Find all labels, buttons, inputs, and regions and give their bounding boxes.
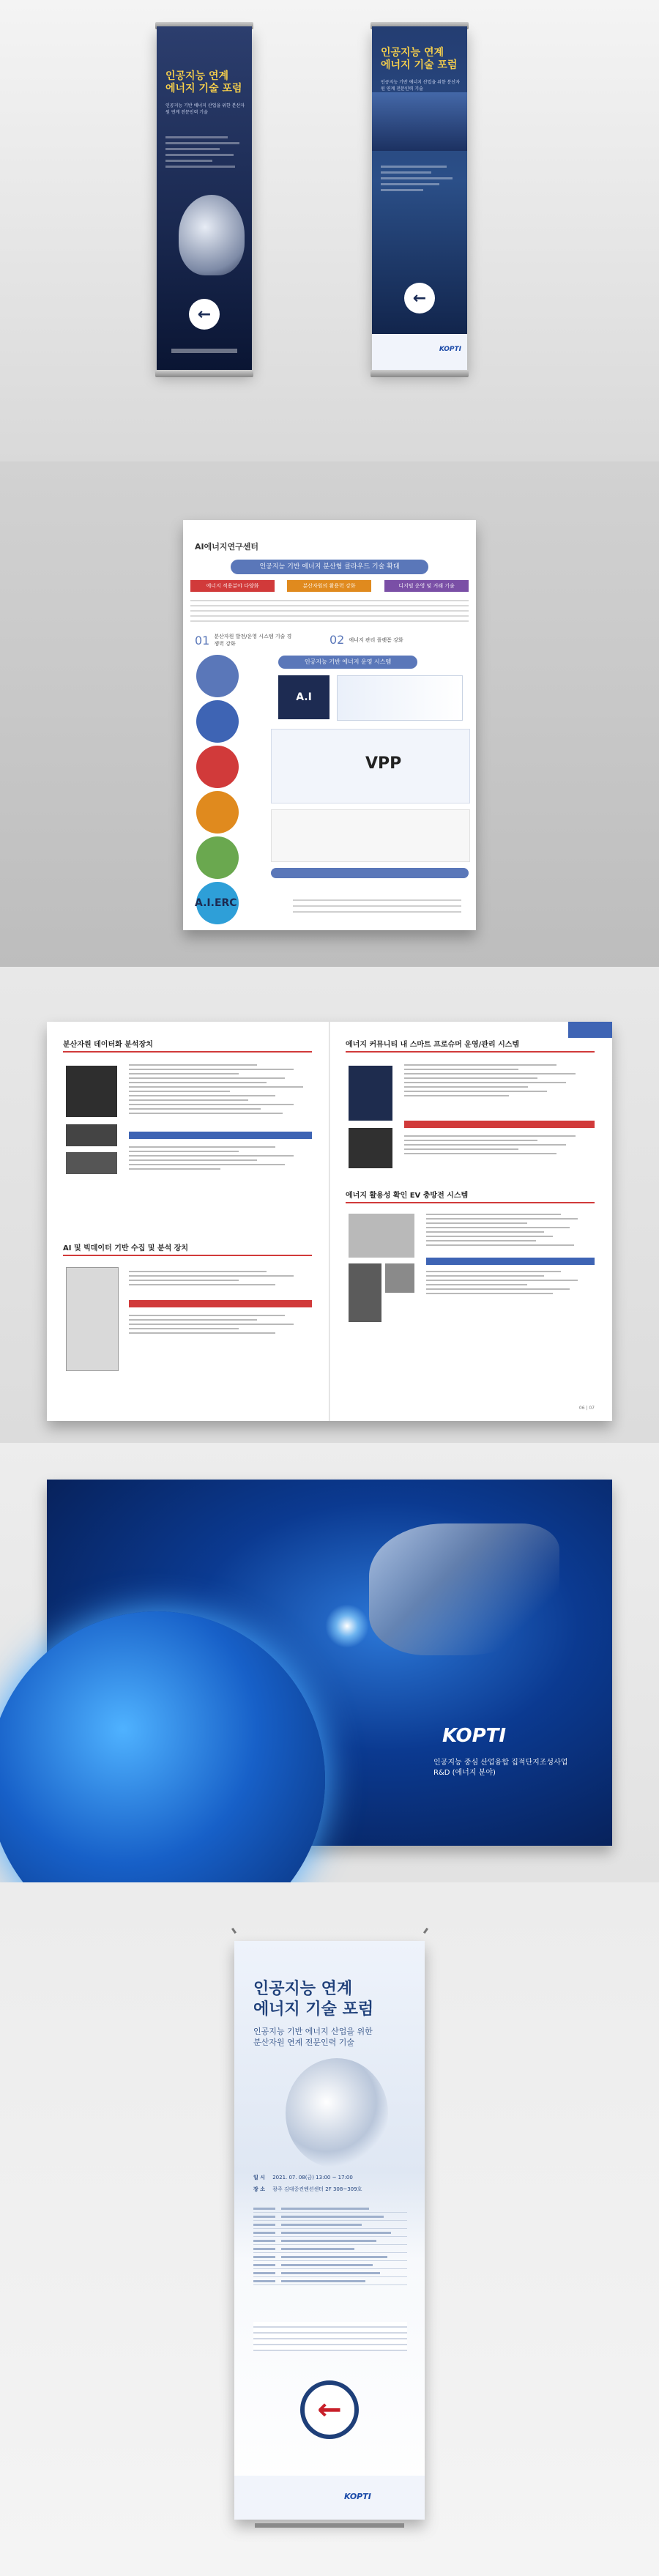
heading-rule — [346, 1202, 595, 1203]
x-banner — [234, 1941, 425, 2520]
xbanner-section — [0, 1882, 659, 2576]
notes-block — [253, 2322, 407, 2351]
rollup-base — [371, 370, 469, 377]
flyer-pill: 분산자원의 활용력 강화 — [287, 580, 371, 592]
flyer-pill-text — [190, 596, 469, 626]
brochure-spine — [329, 1022, 330, 1421]
rollup-banner-2 — [372, 26, 467, 371]
device-photo — [349, 1214, 414, 1258]
xbanner-subtitle — [253, 2026, 407, 2048]
place-row — [253, 2186, 362, 2193]
ai-box: A.I — [278, 675, 330, 719]
rollup-footer — [171, 349, 237, 353]
vpp-label: VPP — [365, 754, 402, 773]
vpp-area — [271, 729, 470, 803]
circle-item — [196, 700, 239, 743]
spec-text — [129, 1064, 312, 1117]
rollup-footer — [372, 334, 467, 371]
globe-illustration — [0, 1611, 325, 1882]
xbanner-title — [253, 1979, 373, 2020]
rollup-title-line2: 에너지 기술 포럼 — [381, 59, 458, 71]
circle-item — [196, 655, 239, 697]
spec-text — [404, 1135, 595, 1157]
kopti-logo: KOPTI — [439, 346, 461, 353]
circle-item — [196, 836, 239, 879]
rollup-title-line1: 인공지능 연계 — [381, 47, 444, 59]
kopti-logo: KOPTI — [344, 2492, 371, 2501]
rollup-banner-1 — [157, 26, 252, 371]
arrow-left-icon: ← — [412, 289, 427, 308]
rollup-title-line1: 인공지능 연계 — [165, 70, 229, 82]
flyer-section1 — [195, 633, 294, 647]
highlight-bar — [129, 1300, 312, 1307]
flyer-pill: 에너지 적용분야 다양화 — [190, 580, 275, 592]
brochure-corner-logo — [568, 1022, 612, 1038]
arrow-circle — [300, 2380, 359, 2439]
device-photo — [66, 1152, 117, 1174]
section-label: 분산자원 발전/운영 시스템 기술 경쟁력 강화 — [214, 634, 292, 647]
section-label: 에너지 관리 플랫폼 강화 — [349, 636, 403, 643]
arrow-circle — [404, 283, 435, 313]
spec-text — [129, 1146, 312, 1173]
system-title: 인공지능 기반 에너지 운영 시스템 — [278, 656, 417, 669]
city-illustration — [372, 92, 467, 151]
heading-rule — [63, 1255, 312, 1256]
program-table — [253, 2205, 407, 2285]
device-photo — [349, 1066, 392, 1121]
flyer-page — [183, 520, 476, 930]
device-photo — [349, 1128, 392, 1168]
cover-line1: 인공지능 중심 산업융합 집적단지조성사업 — [433, 1759, 568, 1767]
device-photo — [66, 1124, 117, 1146]
kopti-logo: KOPTI — [442, 1725, 507, 1747]
arrow-left-icon: ← — [197, 305, 212, 324]
circle-list — [196, 655, 247, 924]
heading-rule — [63, 1051, 312, 1053]
spec-text — [404, 1064, 595, 1099]
date-value: 2021. 07. 08(금) 13:00 ~ 17:00 — [272, 2175, 353, 2180]
rollup-title-line2: 에너지 기술 포럼 — [165, 83, 242, 94]
page-number: 06 | 07 — [578, 1406, 595, 1411]
rack-photo — [66, 1267, 119, 1371]
spec-text — [426, 1271, 595, 1297]
flyer-pill: 디지털 운영 및 거래 기술 — [384, 580, 469, 592]
spec-text — [129, 1315, 312, 1337]
rollup-base — [155, 370, 253, 377]
flyer-banner: 인공지능 기반 에너지 분산형 클라우드 기술 확대 — [231, 560, 428, 574]
highlight-bar — [426, 1258, 595, 1265]
cover-text — [433, 1758, 595, 1778]
rollup-subtitle: 인공지능 기반 에너지 산업을 위한 분산자원 연계 전문인력 기술 — [165, 103, 245, 115]
flyer-contact — [293, 895, 461, 914]
date-row — [253, 2174, 353, 2181]
brochure-heading: 분산자원 데이터화 분석장치 — [63, 1041, 153, 1049]
heading-rule — [346, 1051, 595, 1053]
xbanner-subtitle-line2: 분산자원 연계 전문인력 기술 — [253, 2038, 355, 2047]
section-number: 01 — [195, 633, 210, 647]
brochure-cover — [47, 1480, 612, 1846]
arrow-circle — [189, 299, 220, 330]
brochure-section — [0, 967, 659, 1443]
ai-head-illustration — [179, 195, 245, 275]
ai-head-illustration — [286, 2058, 388, 2168]
rollup-title — [381, 47, 461, 72]
flyer-logo: A.I.ERC — [195, 897, 237, 909]
circle-item — [196, 746, 239, 788]
ai-diagram — [337, 675, 463, 721]
banner-hook — [231, 1928, 237, 1934]
place-label: 장 소 — [253, 2186, 265, 2192]
device-photo — [349, 1263, 381, 1322]
highlight-bar — [404, 1121, 595, 1128]
flyer-org-title: AI에너지연구센터 — [195, 542, 258, 552]
device-photo — [385, 1263, 414, 1293]
section-number: 02 — [330, 633, 345, 647]
spec-text — [426, 1214, 595, 1249]
spec-text — [129, 1271, 312, 1288]
light-flare — [325, 1604, 369, 1648]
cover-line2: R&D (에너지 분야) — [433, 1769, 496, 1777]
flyer-section — [0, 461, 659, 967]
banner-stand — [255, 2523, 404, 2528]
rollup-info-lines — [381, 166, 458, 195]
rollup-subtitle: 인공지능 기반 에너지 산업을 위한 분산자원 연계 전문인력 기술 — [381, 80, 461, 92]
icon-row — [271, 809, 470, 862]
brochure-spread — [47, 1022, 612, 1421]
brochure-heading: 에너지 활용성 확인 EV 충방전 시스템 — [346, 1192, 469, 1200]
robot-hand-illustration — [369, 1523, 559, 1655]
xbanner-footer — [234, 2476, 425, 2520]
flyer-section2 — [330, 633, 403, 647]
place-value: 광주 김대중컨벤션센터 2F 308~309호 — [272, 2186, 362, 2192]
rollup-info-lines — [165, 136, 243, 171]
circle-item — [196, 791, 239, 834]
device-photo — [66, 1066, 117, 1117]
highlight-bar — [129, 1132, 312, 1139]
date-label: 일 시 — [253, 2175, 265, 2180]
rollup-title — [165, 70, 246, 95]
rollup-banners-section — [0, 0, 659, 461]
xbanner-title-line1: 인공지능 연계 — [253, 1980, 353, 1998]
flyer-footer-bar — [271, 868, 469, 878]
brochure-heading: AI 및 빅데이터 기반 수집 및 분석 장치 — [63, 1244, 189, 1252]
arrow-left-icon: ← — [317, 2393, 342, 2427]
brochure-heading: 에너지 커뮤니티 내 스마트 프로슈머 운영/관리 시스템 — [346, 1041, 520, 1049]
xbanner-title-line2: 에너지 기술 포럼 — [253, 2000, 374, 2019]
xbanner-subtitle-line1: 인공지능 기반 에너지 산업을 위한 — [253, 2027, 373, 2036]
cover-section — [0, 1443, 659, 1882]
banner-hook — [423, 1928, 428, 1934]
